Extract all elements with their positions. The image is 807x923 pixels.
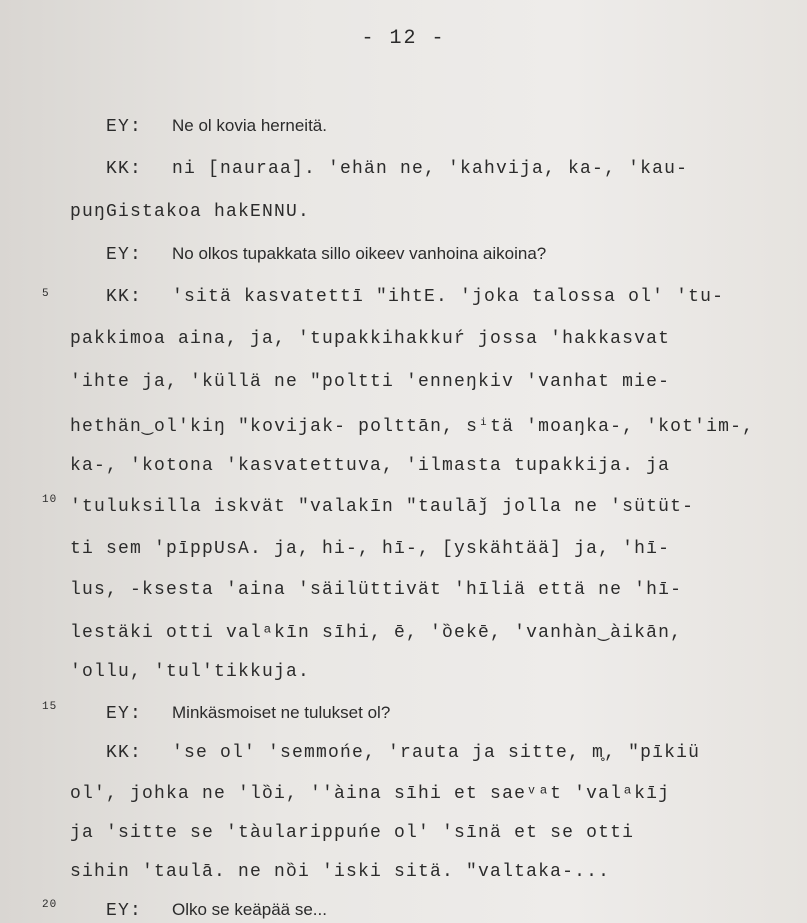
line-text: 'tuluksilla iskvät "valakīn "taulāǰ jolla ne 'sütüt-	[70, 497, 695, 517]
line-text: hethän‿ol'kiŋ "kovijak- polttān, sⁱtä 'moaŋka-, 'kot'im-,	[70, 417, 755, 437]
transcript-line	[70, 415, 754, 437]
transcript-line	[70, 784, 670, 804]
speaker-label: KK:	[106, 287, 143, 307]
transcript-line	[106, 116, 327, 137]
line-text: Minkäsmoiset ne tulukset ol?	[172, 703, 391, 722]
speaker-label: KK:	[106, 159, 143, 179]
transcript-line	[106, 287, 724, 307]
line-text: Ne ol kovia herneitä.	[172, 116, 327, 135]
transcript-line	[70, 662, 310, 682]
line-text: puŋGistakoa hakENNU.	[70, 202, 311, 222]
line-text: ka-, 'kotona 'kasvatettuva, 'ilmasta tupakkija. ja	[70, 456, 671, 476]
line-text: 'ollu, 'tul'tikkuja.	[70, 662, 311, 682]
transcript-line	[70, 372, 670, 392]
speaker-label: EY:	[106, 704, 143, 724]
line-text: lus, -ksesta 'aina 'säilüttivät 'hīliä että ne 'hī-	[70, 580, 683, 600]
line-number-10: 10	[42, 494, 58, 506]
line-text: Olko se keäpää se...	[172, 900, 327, 919]
line-number-5: 5	[42, 288, 50, 300]
line-text: lestäki otti valᵃkīn sīhi, ē, 'ȍekē, 'vanhàn‿àikān,	[70, 623, 683, 643]
speaker-label: EY:	[106, 117, 143, 137]
line-text: No olkos tupakkata sillo oikeev vanhoina aikoina?	[172, 244, 547, 263]
transcript-line	[106, 703, 390, 724]
transcript-line	[70, 329, 670, 349]
transcript-line	[106, 244, 546, 265]
speaker-label: EY:	[106, 901, 143, 921]
line-number-15: 15	[42, 701, 58, 713]
line-text: pakkimoa aina, ja, 'tupakkihakkuŕ jossa 'hakkasvat	[70, 329, 671, 349]
line-text: 'se ol' 'semmońe, 'rauta ja sitte, m̥, "pīkiü	[172, 743, 701, 763]
transcript-line	[70, 862, 610, 882]
line-text: 'ihte ja, 'küllä ne "poltti 'enneŋkiv 'vanhat mie-	[70, 372, 671, 392]
transcript-line	[70, 621, 682, 643]
transcript-line	[106, 900, 327, 921]
transcript-line	[106, 159, 688, 179]
line-text: ti sem 'pīppUsA. ja, hi-, hī-, [yskähtää] ja, 'hī-	[70, 539, 671, 559]
page-number: - 12 -	[361, 27, 446, 50]
transcript-line	[106, 743, 700, 763]
line-number-20: 20	[42, 899, 58, 911]
line-text: ni [nauraa]. 'ehän ne, 'kahvija, ka-, 'kau-	[172, 159, 689, 179]
transcript-line	[70, 497, 694, 517]
transcript-line	[70, 823, 634, 843]
speaker-label: EY:	[106, 245, 143, 265]
transcript-line	[70, 202, 310, 222]
transcript-line	[70, 580, 682, 600]
transcript-line	[70, 456, 670, 476]
speaker-label: KK:	[106, 743, 143, 763]
line-text: ol', johka ne 'lȍi, ''àina sīhi et saeᵛᵃt 'valᵃkīj	[70, 784, 671, 804]
transcript-line	[70, 539, 670, 559]
line-text: ja 'sitte se 'tàularippuńe ol' 'sīnä et se otti	[70, 823, 635, 843]
line-text: sihin 'taulā. ne nȍi 'iski sitä. "valtaka-...	[70, 862, 611, 882]
line-text: 'sitä kasvatettī "ihtE. 'joka talossa ol' 'tu-	[172, 287, 725, 307]
